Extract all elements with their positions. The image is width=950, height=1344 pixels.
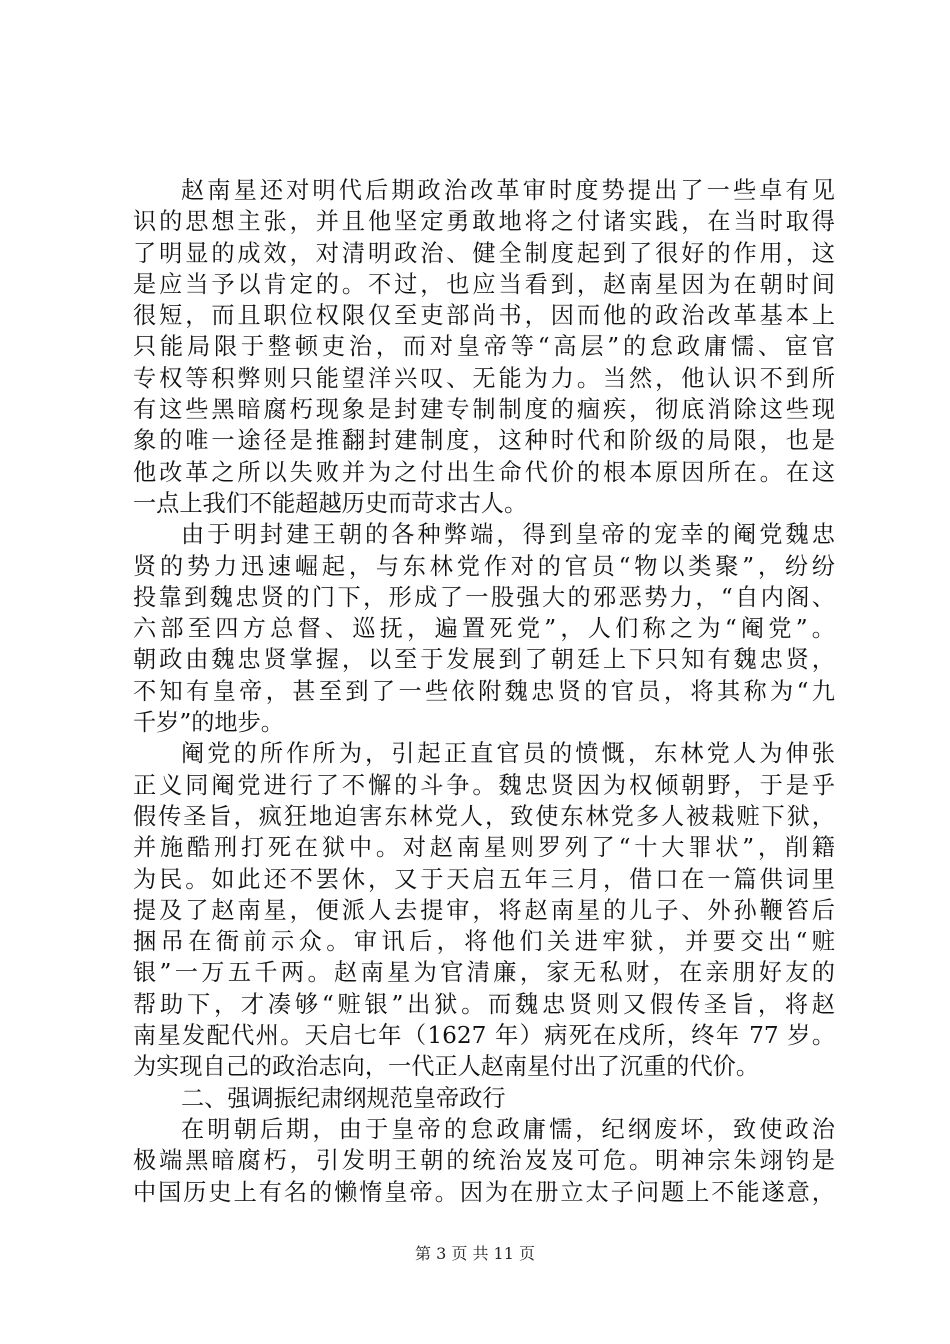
text-line: 由于明封建王朝的各种弊端，得到皇帝的宠幸的阉党魏忠 (181, 521, 835, 549)
text-line: 很短，而且职位权限仅至吏部尚书，因而他的政治改革基本上 (133, 302, 835, 330)
page-footer (0, 1244, 950, 1264)
text-line: 并施酷刑打死在狱中。对赵南星则罗列了“十大罪状”，削籍 (133, 834, 835, 862)
text-line: 银”一万五千两。赵南星为官清廉，家无私财，在亲朋好友的 (133, 959, 835, 987)
paragraph-2 (133, 519, 835, 738)
text-line: 在明朝后期，由于皇帝的怠政庸懦，纪纲废坏，致使政治 (181, 1115, 835, 1143)
text-line: 贤的势力迅速崛起，与东林党作对的官员“物以类聚”，纷纷 (133, 552, 835, 580)
text-line: 象的唯一途径是推翻封建制度，这种时代和阶级的局限，也是 (133, 427, 835, 455)
paragraph-4 (133, 1114, 835, 1208)
text-line: 正义同阉党进行了不懈的斗争。魏忠贤因为权倾朝野，于是乎 (133, 771, 835, 799)
text-line: 有这些黑暗腐朽现象是封建专制制度的痼疾，彻底消除这些现 (133, 396, 835, 424)
paragraph-3 (133, 738, 835, 1082)
text-line: 南星发配代州。天启七年（1627 年）病死在戍所，终年 77 岁。 (133, 1022, 835, 1050)
text-line: 为民。如此还不罢休，又于天启五年三月，借口在一篇供词里 (133, 865, 835, 893)
text-line: 只能局限于整顿吏治，而对皇帝等“高层”的怠政庸懦、宦官 (133, 333, 835, 361)
section-heading-text: 二、强调振纪肃纲规范皇帝政行 (181, 1084, 506, 1112)
text-line: 千岁”的地步。 (133, 709, 284, 737)
text-line: 中国历史上有名的懒惰皇帝。因为在册立太子问题上不能遂意， (133, 1178, 835, 1206)
text-line: 一点上我们不能超越历史而苛求古人。 (133, 489, 528, 517)
text-line: 朝政由魏忠贤掌握，以至于发展到了朝廷上下只知有魏忠贤， (133, 646, 835, 674)
document-body (133, 175, 835, 1208)
paragraph-1 (133, 175, 835, 519)
text-line: 赵南星还对明代后期政治改革审时度势提出了一些卓有见 (181, 177, 835, 204)
text-line: 投靠到魏忠贤的门下，形成了一股强大的邪恶势力，“自内阁、 (133, 583, 835, 611)
text-line: 阉党的所作所为，引起正直官员的愤慨，东林党人为伸张 (181, 740, 835, 768)
text-line: 他改革之所以失败并为之付出生命代价的根本原因所在。在这 (133, 458, 835, 486)
text-line: 了明显的成效，对清明政治、健全制度起到了很好的作用，这 (133, 239, 835, 267)
text-line: 六部至四方总督、巡抚，遍置死党”，人们称之为“阉党”。 (133, 615, 835, 643)
text-line: 为实现自己的政治志向，一代正人赵南星付出了沉重的代价。 (133, 1053, 760, 1081)
text-line: 专权等积弊则只能望洋兴叹、无能为力。当然，他认识不到所 (133, 364, 835, 392)
text-line: 不知有皇帝，甚至到了一些依附魏忠贤的官员，将其称为“九 (133, 677, 835, 705)
text-line: 帮助下，才凑够“赃银”出狱。而魏忠贤则又假传圣旨，将赵 (133, 990, 835, 1018)
text-line: 提及了赵南星，便派人去提审，将赵南星的儿子、外孙鞭笞后 (133, 896, 835, 924)
text-line: 假传圣旨，疯狂地迫害东林党人，致使东林党多人被栽赃下狱， (133, 802, 835, 830)
section-heading (133, 1083, 835, 1114)
text-line: 是应当予以肯定的。不过，也应当看到，赵南星因为在朝时间 (133, 270, 835, 298)
page-number: 第 3 页 共 11 页 (415, 1244, 535, 1263)
text-line: 识的思想主张，并且他坚定勇敢地将之付诸实践，在当时取得 (133, 208, 835, 236)
text-line: 捆吊在衙前示众。审讯后，将他们关进牢狱，并要交出“赃 (133, 928, 835, 956)
text-line: 极端黑暗腐朽，引发明王朝的统治岌岌可危。明神宗朱翊钧是 (133, 1147, 835, 1175)
